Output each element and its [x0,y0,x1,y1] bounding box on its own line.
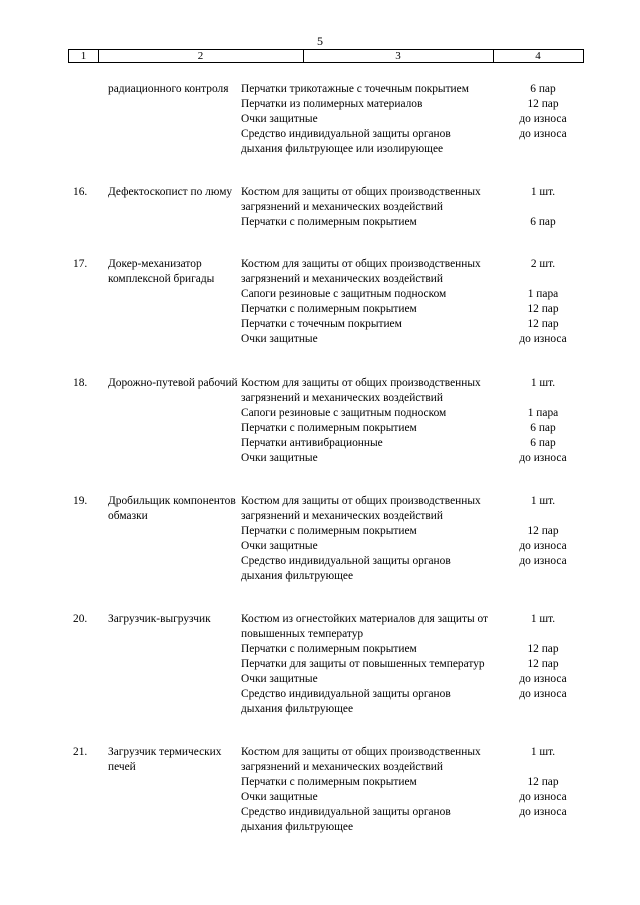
profession-name: Загрузчик-выгрузчик [108,613,211,625]
row-number: 20. [73,613,88,625]
header-col-4: 4 [535,50,541,62]
equipment-name: Перчатки для защиты от повышенных температур [241,658,485,670]
equipment-name: Средство индивидуальной защиты органов дыхания фильтрующее [241,688,451,715]
page-number: 5 [317,34,323,48]
equipment-quantity: до износа [519,555,567,567]
equipment-list [241,494,581,584]
equipment-name: Перчатки с полимерным покрытием [241,216,417,228]
equipment-quantity: 1 пара [527,407,559,419]
equipment-quantity: до износа [519,806,567,818]
equipment-name: Перчатки антивибрационные [241,437,383,449]
equipment-item [241,554,581,584]
equipment-name: Перчатки с полимерным покрытием [241,776,417,788]
equipment-item [241,112,581,127]
row-number: 16. [73,186,88,198]
equipment-item [241,657,581,672]
equipment-quantity: до износа [519,791,567,803]
equipment-quantity: 1 шт. [530,746,556,758]
row-number: 21. [73,746,88,758]
equipment-item [241,775,581,790]
equipment-name: Очки защитные [241,452,318,464]
equipment-item [241,494,581,524]
equipment-quantity: до износа [519,673,567,685]
equipment-quantity: до износа [519,333,567,345]
equipment-name: Очки защитные [241,673,318,685]
equipment-name: Перчатки с точечным покрытием [241,318,402,330]
equipment-list [241,376,581,466]
equipment-item [241,406,581,421]
profession-name: Дробильщик компонентов обмазки [108,495,236,522]
equipment-quantity: 6 пар [530,83,556,95]
profession-name: радиационного контроля [108,83,229,95]
equipment-quantity: 6 пар [530,216,556,228]
profession-name: Докер-механизатор комплексной бригады [108,258,215,285]
equipment-name: Средство индивидуальной защиты органов дыхания фильтрующее [241,806,451,833]
equipment-name: Средство индивидуальной защиты органов дыхания фильтрующее или изолирующее [241,128,451,155]
table-header [68,49,584,63]
equipment-name: Костюм для защиты от общих производственных загрязнений и механических воздействий [241,377,481,404]
equipment-name: Очки защитные [241,333,318,345]
equipment-item [241,257,581,287]
equipment-item [241,539,581,554]
equipment-list [241,612,581,717]
equipment-item [241,642,581,657]
equipment-item [241,127,581,157]
equipment-name: Сапоги резиновые с защитным подноском [241,407,447,419]
equipment-quantity: 6 пар [530,437,556,449]
equipment-quantity: 2 шт. [530,258,556,270]
equipment-item [241,317,581,332]
equipment-quantity: до износа [519,688,567,700]
equipment-quantity: до износа [519,540,567,552]
equipment-item [241,376,581,406]
equipment-quantity: 1 шт. [530,613,556,625]
equipment-quantity: 12 пар [527,318,559,330]
equipment-list [241,185,581,230]
equipment-name: Перчатки с полимерным покрытием [241,303,417,315]
equipment-quantity: 12 пар [527,643,559,655]
equipment-item [241,302,581,317]
equipment-item [241,215,581,230]
equipment-name: Костюм для защиты от общих производственных загрязнений и механических воздействий [241,495,481,522]
equipment-quantity: 12 пар [527,303,559,315]
equipment-quantity: 6 пар [530,422,556,434]
equipment-quantity: 1 пара [527,288,559,300]
profession-name: Дефектоскопист по люму [108,186,233,198]
equipment-name: Перчатки трикотажные с точечным покрытием [241,83,469,95]
equipment-name: Костюм для защиты от общих производственных загрязнений и механических воздействий [241,258,481,285]
profession-name: Загрузчик термических печей [108,746,222,773]
equipment-name: Перчатки с полимерным покрытием [241,525,417,537]
equipment-item [241,451,581,466]
equipment-name: Очки защитные [241,791,318,803]
profession-name: Дорожно-путевой рабочий [108,377,238,389]
equipment-list [241,745,581,835]
equipment-name: Перчатки с полимерным покрытием [241,643,417,655]
equipment-quantity: 12 пар [527,776,559,788]
equipment-name: Сапоги резиновые с защитным подноском [241,288,447,300]
equipment-quantity: 12 пар [527,98,559,110]
equipment-name: Очки защитные [241,113,318,125]
equipment-quantity: 1 шт. [530,186,556,198]
equipment-item [241,612,581,642]
header-col-3: 3 [395,50,401,62]
equipment-item [241,524,581,539]
row-number: 17. [73,258,88,270]
equipment-item [241,332,581,347]
equipment-item [241,436,581,451]
equipment-item [241,287,581,302]
equipment-quantity: 12 пар [527,658,559,670]
row-number: 19. [73,495,88,507]
equipment-name: Очки защитные [241,540,318,552]
equipment-quantity: 12 пар [527,525,559,537]
equipment-item [241,745,581,775]
equipment-item [241,97,581,112]
equipment-item [241,421,581,436]
equipment-name: Костюм из огнестойких материалов для защиты от повышенных температур [241,613,489,640]
equipment-item [241,672,581,687]
equipment-item [241,82,581,97]
equipment-name: Костюм для защиты от общих производственных загрязнений и механических воздействий [241,186,481,213]
equipment-item [241,687,581,717]
equipment-quantity: до износа [519,113,567,125]
equipment-item [241,790,581,805]
row-number: 18. [73,377,88,389]
equipment-list [241,82,581,157]
equipment-quantity: до износа [519,128,567,140]
header-col-1: 1 [80,50,87,62]
equipment-quantity: до износа [519,452,567,464]
equipment-item [241,185,581,215]
equipment-item [241,805,581,835]
equipment-list [241,257,581,347]
equipment-quantity: 1 шт. [530,495,556,507]
equipment-quantity: 1 шт. [530,377,556,389]
equipment-name: Перчатки с полимерным покрытием [241,422,417,434]
equipment-name: Костюм для защиты от общих производственных загрязнений и механических воздействий [241,746,481,773]
equipment-name: Средство индивидуальной защиты органов дыхания фильтрующее [241,555,451,582]
header-col-2: 2 [197,50,204,62]
equipment-name: Перчатки из полимерных материалов [241,98,423,110]
